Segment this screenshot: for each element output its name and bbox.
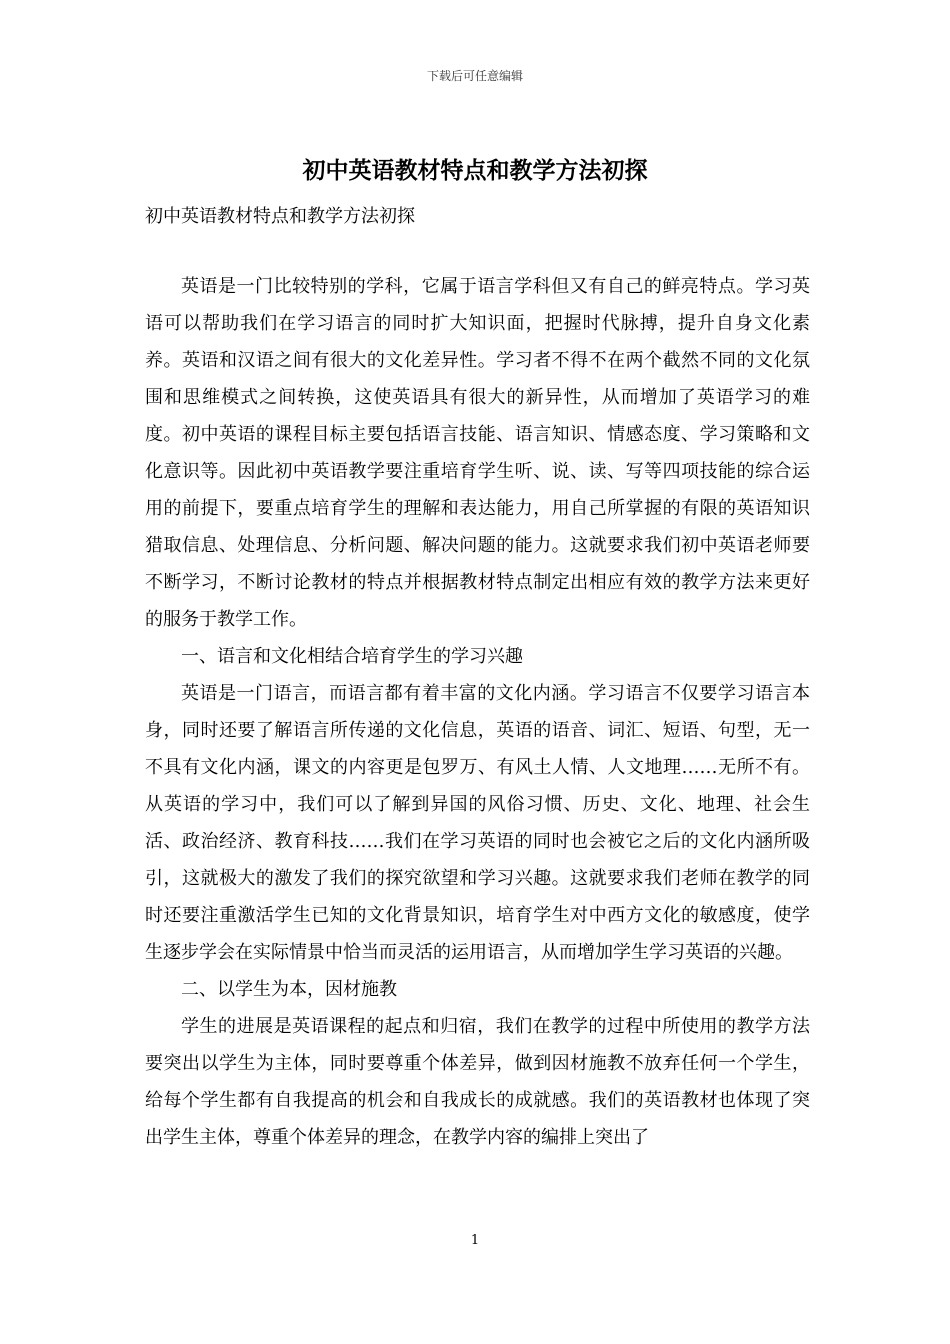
document-subtitle: 初中英语教材特点和教学方法初探 [145, 206, 415, 227]
document-body [145, 268, 810, 1156]
paragraph-intro: 英语是一门比较特别的学科，它属于语言学科但又有自己的鲜亮特点。学习英语可以帮助我们在学习语言的同时扩大知识面，把握时代脉搏，提升自身文化素养。英语和汉语之间有很大的文化差异性。学习者不得不在两个截然不同的文化氛围和思维模式之间转换，这使英语具有很大的新异性，从而增加了英语学习的难度。初中英语的课程目标主要包括语言技能、语言知识、情感态度、学习策略和文化意识等。因此初中英语教学要注重培育学生听、说、读、写等四项技能的综合运用的前提下，要重点培育学生的理解和表达能力，用自己所掌握的有限的英语知识猎取信息、处理信息、分析问题、解决问题的能力。这就要求我们初中英语老师要不断学习，不断讨论教材的特点并根据教材特点制定出相应有效的教学方法来更好的服务于教学工作。 [145, 276, 810, 630]
section-heading-1: 一、语言和文化相结合培育学生的学习兴趣 [181, 646, 523, 667]
paragraph-section-2: 学生的进展是英语课程的起点和归宿，我们在教学的过程中所使用的教学方法要突出以学生为主体，同时要尊重个体差异，做到因材施教不放弃任何一个学生，给每个学生都有自我提高的机会和自我成长的成就感。我们的英语教材也体现了突出学生主体，尊重个体差异的理念，在教学内容的编排上突出了 [145, 1016, 810, 1148]
section-heading-2: 二、以学生为本，因材施教 [181, 979, 397, 1000]
paragraph-section-1: 英语是一门语言，而语言都有着丰富的文化内涵。学习语言不仅要学习语言本身，同时还要了解语言所传递的文化信息，英语的语音、词汇、短语、句型，无一不具有文化内涵，课文的内容更是包罗万、有风土人情、人文地理……无所不有。从英语的学习中，我们可以了解到异国的风俗习惯、历史、文化、地理、社会生活、政治经济、教育科技……我们在学习英语的同时也会被它之后的文化内涵所吸引，这就极大的激发了我们的探究欲望和学习兴趣。这就要求我们老师在教学的同时还要注重激活学生已知的文化背景知识，培育学生对中西方文化的敏感度，使学生逐步学会在实际情景中恰当而灵活的运用语言，从而增加学生学习英语的兴趣。 [145, 683, 810, 963]
page-header: 下载后可任意编辑 [426, 69, 523, 83]
page-number: 1 [470, 1233, 480, 1248]
document-title: 初中英语教材特点和教学方法初探 [302, 157, 648, 184]
